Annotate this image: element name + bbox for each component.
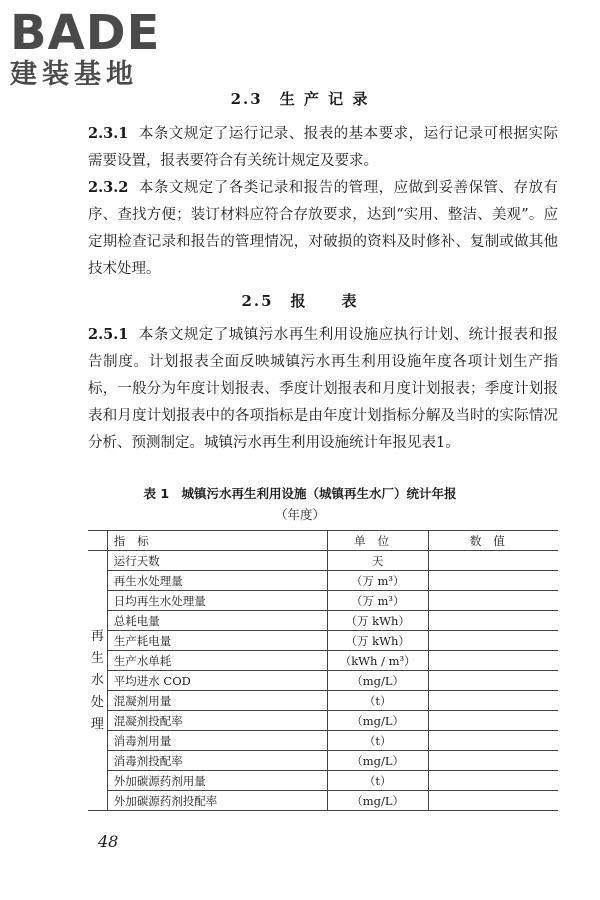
indicator-cell: 运行天数 — [107, 551, 327, 571]
table-row — [88, 551, 558, 571]
value-cell — [428, 591, 558, 611]
group-char: 处 — [90, 694, 104, 710]
indicator-header: 指标 — [107, 531, 327, 551]
clause-text: 本条文规定了城镇污水再生利用设施应执行计划、统计报表和报告制度。计划报表全面反映城镇污水再生利用设施年度各项计划生产指标，一般分为年度计划报表、季度计划报表和月度计划报表；季度计划报表和月度计划报表中的各项指标是由年度计划指标分解及当时的实际情况分析、预测制定。城镇污水再生利用设施统计年报见表1。 — [88, 327, 558, 451]
clause-2-5-1 — [88, 321, 558, 457]
value-cell — [428, 791, 558, 811]
table-row — [88, 731, 558, 751]
table-row — [88, 751, 558, 771]
group-char: 水 — [90, 672, 104, 688]
table-row — [88, 671, 558, 691]
unit-cell: （t） — [327, 771, 428, 791]
table-header-row — [88, 531, 558, 551]
unit-cell: （mg/L） — [327, 791, 428, 811]
unit-cell: （mg/L） — [327, 671, 428, 691]
indicator-cell: 消毒剂投配率 — [107, 751, 327, 771]
group-header-cell — [88, 531, 107, 551]
unit-cell: （t） — [327, 691, 428, 711]
value-cell — [428, 611, 558, 631]
indicator-cell: 生产水单耗 — [107, 651, 327, 671]
clause-text: 本条文规定了运行记录、报表的基本要求，运行记录可根据实际需要设置，报表要符合有关统计规定及要求。 — [88, 126, 558, 169]
group-char: 生 — [90, 650, 104, 666]
bade-logo — [10, 5, 161, 92]
unit-cell: 天 — [327, 551, 428, 571]
unit-cell: （t） — [327, 731, 428, 751]
value-cell — [428, 711, 558, 731]
table-row — [88, 691, 558, 711]
unit-cell: （万 m³） — [327, 591, 428, 611]
table-row — [88, 571, 558, 591]
table-year-label: （年度） — [274, 507, 325, 522]
unit-cell: （mg/L） — [327, 751, 428, 771]
indicator-cell: 消毒剂用量 — [107, 731, 327, 751]
clause-2-3-2 — [88, 174, 558, 283]
indicator-cell: 混凝剂用量 — [107, 691, 327, 711]
unit-cell: （万 kWh） — [327, 631, 428, 651]
table-row — [88, 771, 558, 791]
value-cell — [428, 751, 558, 771]
value-cell — [428, 631, 558, 651]
unit-cell: （万 m³） — [327, 571, 428, 591]
value-cell — [428, 651, 558, 671]
value-cell — [428, 771, 558, 791]
page-number: 48 — [98, 832, 119, 851]
indicator-cell: 生产耗电量 — [107, 631, 327, 651]
table-row — [88, 631, 558, 651]
clause-number: 2.3.2 — [88, 179, 129, 196]
table-row — [88, 611, 558, 631]
table-row — [88, 651, 558, 671]
table-row — [88, 591, 558, 611]
group-char: 再 — [90, 628, 104, 644]
unit-header: 单位 — [327, 531, 428, 551]
section-2-3-title: 2.3 生 产 记 录 — [230, 90, 370, 108]
table-row — [88, 711, 558, 731]
indicator-cell: 外加碳源药剂投配率 — [107, 791, 327, 811]
group-char: 理 — [90, 716, 104, 732]
clause-number: 2.5.1 — [88, 326, 129, 343]
value-cell — [428, 551, 558, 571]
logo-wordmark: BADE — [10, 5, 161, 61]
indicator-cell: 日均再生水处理量 — [107, 591, 327, 611]
group-label-cell — [88, 551, 107, 811]
clause-text: 本条文规定了各类记录和报告的管理，应做到妥善保管、存放有序、查找方便；装订材料应符合存放要求，达到“实用、整洁、美观”。应定期检查记录和报告的管理情况，对破损的资料及时修补、复制或做其他技术处理。 — [88, 180, 558, 277]
indicator-cell: 总耗电量 — [107, 611, 327, 631]
logo-subtitle: 建装基地 — [10, 59, 138, 90]
unit-cell: （kWh / m³） — [327, 651, 428, 671]
clause-2-3-1 — [88, 120, 558, 175]
unit-cell: （mg/L） — [327, 711, 428, 731]
value-header: 数值 — [428, 531, 558, 551]
section-2-5-title: 2.5 报 表 — [241, 292, 359, 310]
value-cell — [428, 671, 558, 691]
indicator-cell: 再生水处理量 — [107, 571, 327, 591]
indicator-cell: 平均进水 COD — [107, 671, 327, 691]
indicator-cell: 外加碳源药剂用量 — [107, 771, 327, 791]
indicator-cell: 混凝剂投配率 — [107, 711, 327, 731]
table-row — [88, 791, 558, 811]
value-cell — [428, 691, 558, 711]
table-caption: 表 1 城镇污水再生利用设施（城镇再生水厂）统计年报 — [143, 486, 457, 501]
clause-number: 2.3.1 — [88, 125, 129, 142]
unit-cell: （万 kWh） — [327, 611, 428, 631]
value-cell — [428, 731, 558, 751]
value-cell — [428, 571, 558, 591]
annual-statistics-table — [88, 530, 558, 811]
